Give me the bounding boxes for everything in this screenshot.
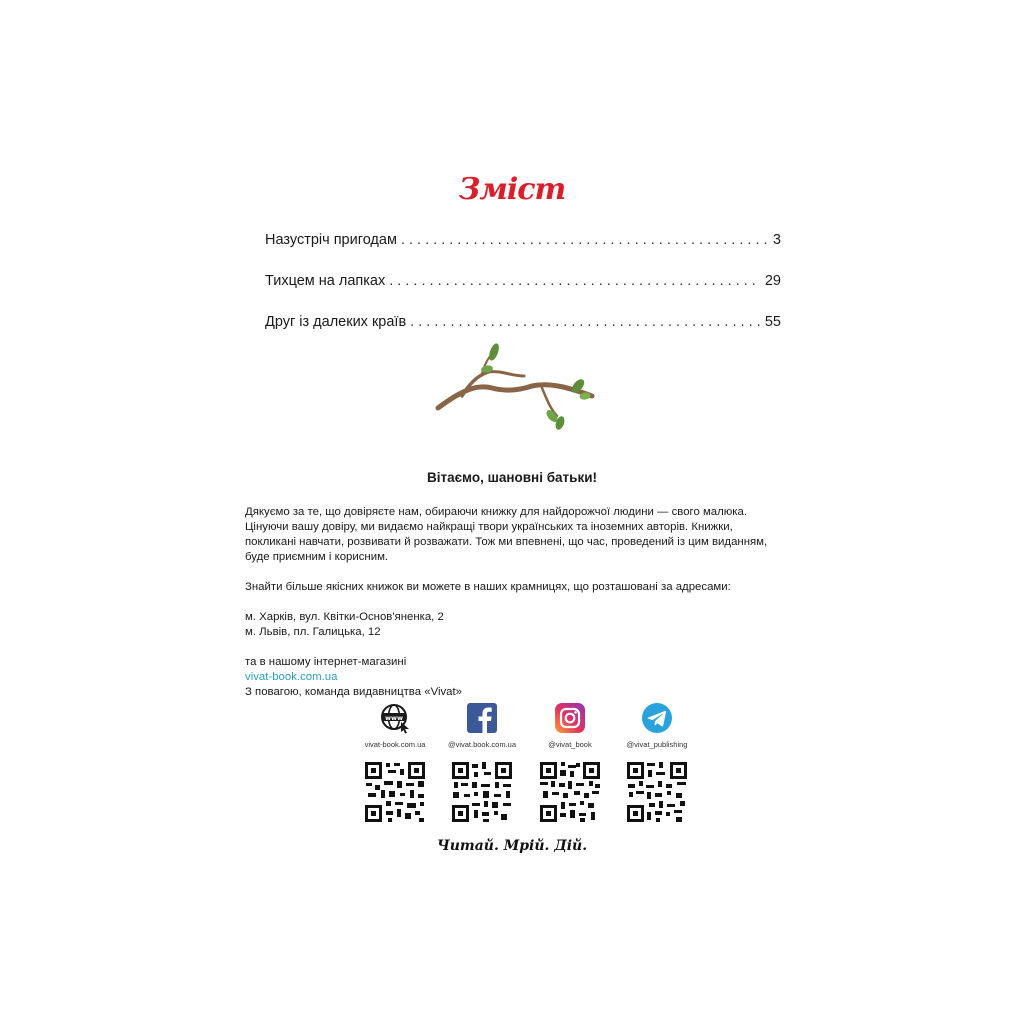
website-link[interactable]: vivat-book.com.ua bbox=[245, 671, 338, 683]
social-telegram[interactable] bbox=[614, 702, 700, 823]
toc-leader-dots bbox=[389, 273, 761, 289]
social-instagram[interactable] bbox=[527, 702, 613, 823]
social-label: @vivat.book.com.ua bbox=[447, 740, 517, 749]
social-label: @vivat_book bbox=[548, 740, 592, 749]
qr-code bbox=[626, 761, 688, 823]
qr-code bbox=[451, 761, 513, 823]
social-www[interactable] bbox=[352, 702, 438, 823]
toc-entry-label: Друг із далеких країв bbox=[265, 314, 407, 330]
toc-entry-page: 55 bbox=[764, 314, 781, 330]
facebook-icon bbox=[466, 702, 498, 734]
social-label: vivat-book.com.ua bbox=[364, 740, 426, 749]
intro-paragraph: Дякуємо за те, що довіряєте нам, обираючи книжку для найдорожчої людини — свого малюка. Цінуючи вашу довіру, ми видаємо найкращі твори українських та іноземних авторів. Книжки, покликані навчати, розвивати й розважати. Тож ми впевнені, що час, проведений із цим виданням, буде приємним і корисним. bbox=[245, 506, 768, 563]
table-of-contents bbox=[265, 232, 781, 355]
telegram-icon bbox=[641, 702, 673, 734]
toc-entry-label: Тихцем на лапках bbox=[265, 273, 386, 289]
toc-entry-page: 29 bbox=[764, 273, 781, 289]
address-kharkiv: м. Харків, вул. Квітки-Основ'яненка, 2 bbox=[245, 611, 444, 623]
svg-text:www: www bbox=[384, 713, 404, 722]
toc-leader-dots bbox=[401, 232, 769, 248]
instagram-icon bbox=[554, 702, 586, 734]
qr-code bbox=[539, 761, 601, 823]
toc-leader-dots bbox=[410, 314, 761, 330]
social-facebook[interactable] bbox=[439, 702, 525, 823]
branch-illustration bbox=[432, 338, 600, 434]
toc-entry-label: Назустріч пригодам bbox=[265, 232, 397, 248]
greeting-heading: Вітаємо, шановні батьки! bbox=[426, 470, 598, 485]
social-links bbox=[352, 702, 702, 832]
toc-entry bbox=[265, 232, 781, 273]
toc-entry bbox=[265, 273, 781, 314]
publisher-slogan: Читай. Мрій. Дій. bbox=[436, 838, 588, 854]
address-lviv: м. Львів, пл. Галицька, 12 bbox=[245, 626, 381, 638]
toc-entry-page: 3 bbox=[772, 232, 781, 248]
qr-code bbox=[364, 761, 426, 823]
online-store-text: та в нашому інтернет-магазині bbox=[245, 656, 407, 668]
www-icon bbox=[379, 702, 411, 734]
social-label: @vivat_publishing bbox=[626, 740, 688, 749]
stores-paragraph: Знайти більше якісних книжок ви можете в наших крамницях, що розташовані за адресами: bbox=[245, 581, 731, 593]
signoff: З повагою, команда видавництва «Vivat» bbox=[245, 686, 463, 698]
contents-title: Зміст bbox=[458, 172, 566, 207]
parents-letter bbox=[245, 505, 785, 700]
